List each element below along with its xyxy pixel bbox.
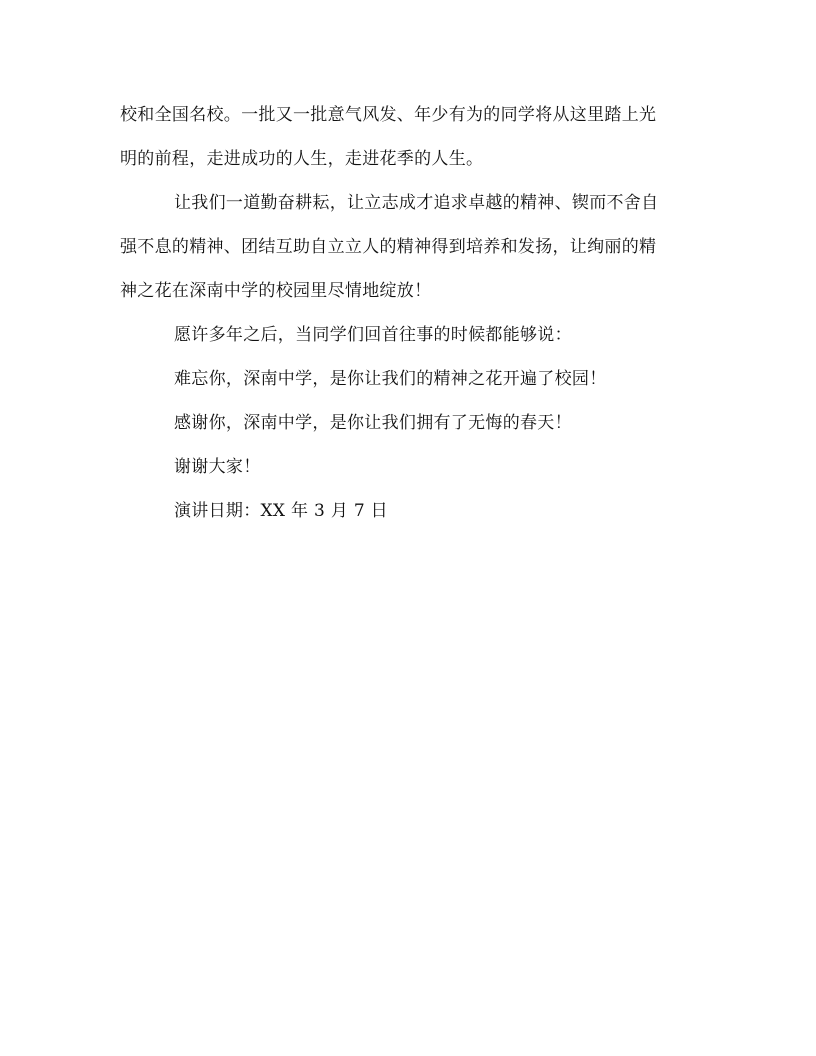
paragraph-6: 谢谢大家！ [174, 457, 261, 477]
paragraph-4: 难忘你，深南中学，是你让我们的精神之花开遍了校园！ [174, 369, 607, 389]
speech-date: 演讲日期：XX 年 3 月 7 日 [174, 501, 388, 521]
paragraph-3: 愿许多年之后，当同学们回首往事的时候都能够说： [174, 325, 572, 345]
paragraph-2-line-2: 强不息的精神、团结互助自立立人的精神得到培养和发扬，让绚丽的精 [120, 237, 657, 257]
document-body [120, 102, 700, 542]
paragraph-5: 感谢你，深南中学，是你让我们拥有了无悔的春天！ [174, 413, 572, 433]
paragraph-1-line-2: 明的前程，走进成功的人生，走进花季的人生。 [120, 149, 484, 169]
paragraph-2-line-3: 神之花在深南中学的校园里尽情地绽放！ [120, 281, 432, 301]
paragraph-2-line-1: 让我们一道勤奋耕耘，让立志成才追求卓越的精神、锲而不舍自 [174, 193, 659, 213]
paragraph-1-line-1: 校和全国名校。一批又一批意气风发、年少有为的同学将从这里踏上光 [120, 105, 657, 125]
